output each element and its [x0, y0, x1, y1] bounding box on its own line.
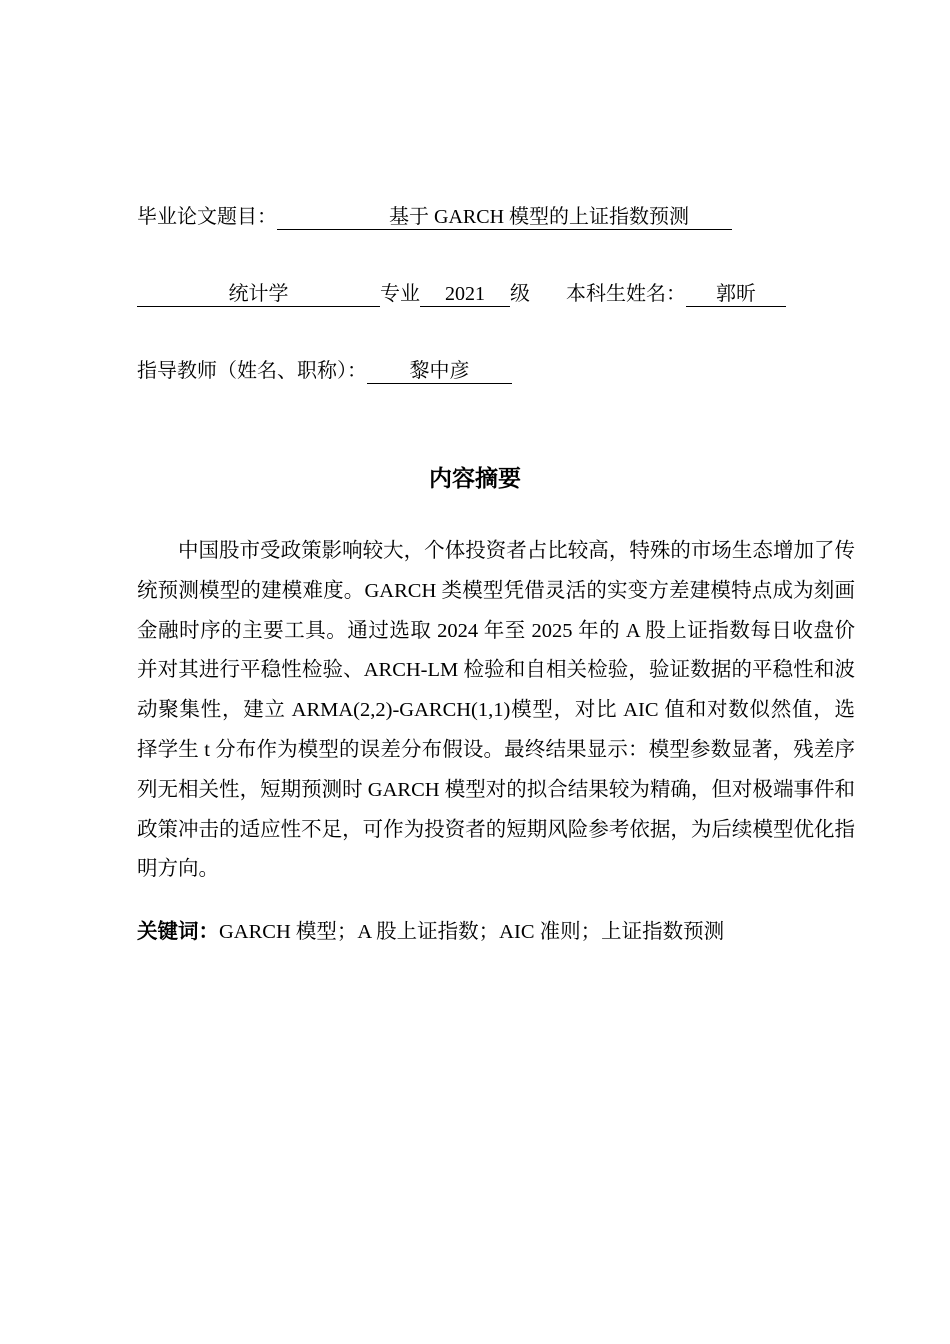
advisor-label: 指导教师（姓名、职称）： [137, 360, 367, 382]
thesis-title-field [277, 206, 732, 230]
major-label: 专业 [380, 283, 420, 305]
keywords-line [137, 916, 724, 947]
student-name-field: 郭昕 [686, 283, 786, 307]
thesis-title-line [137, 204, 732, 230]
keywords-value: GARCH 模型；A 股上证指数；AIC 准则；上证指数预测 [219, 921, 725, 943]
major-field: 统计学 [137, 283, 380, 307]
major-line [137, 281, 786, 307]
advisor-name-field: 黎中彦 [367, 360, 512, 384]
abstract-body: 中国股市受政策影响较大，个体投资者占比较高，特殊的市场生态增加了传统预测模型的建模难度。GARCH 类模型凭借灵活的实变方差建模特点成为刻画金融时序的主要工具。通过选取 2024 年至 2025 年的 A 股上证指数每日收盘价并对其进行平稳性检验、ARCH-LM 检验和自相关检验，验证数据的平稳性和波动聚集性，建立 ARMA(2,2)-GARCH(1,1)模型，对比 AIC 值和对数似然值，选择学生 t 分布作为模型的误差分布假设。最终结果显示：模型参数显著，残差序列无相关性，短期预测时 GARCH 模型对的拟合结果较为精确，但对极端事件和政策冲击的适应性不足，可作为投资者的短期风险参考依据，为后续模型优化指明方向。 [137, 540, 855, 881]
keywords-label: 关键词： [137, 919, 219, 943]
thesis-title-label: 毕业论文题目： [137, 206, 277, 228]
year-label: 级 [510, 283, 530, 305]
student-name-label: 本科生姓名： [566, 283, 686, 305]
advisor-line [137, 358, 512, 384]
year-field: 2021 [420, 283, 510, 307]
thesis-title-value: 基于 GARCH 模型的上证指数预测 [389, 206, 690, 228]
abstract-heading: 内容摘要 [429, 466, 521, 492]
